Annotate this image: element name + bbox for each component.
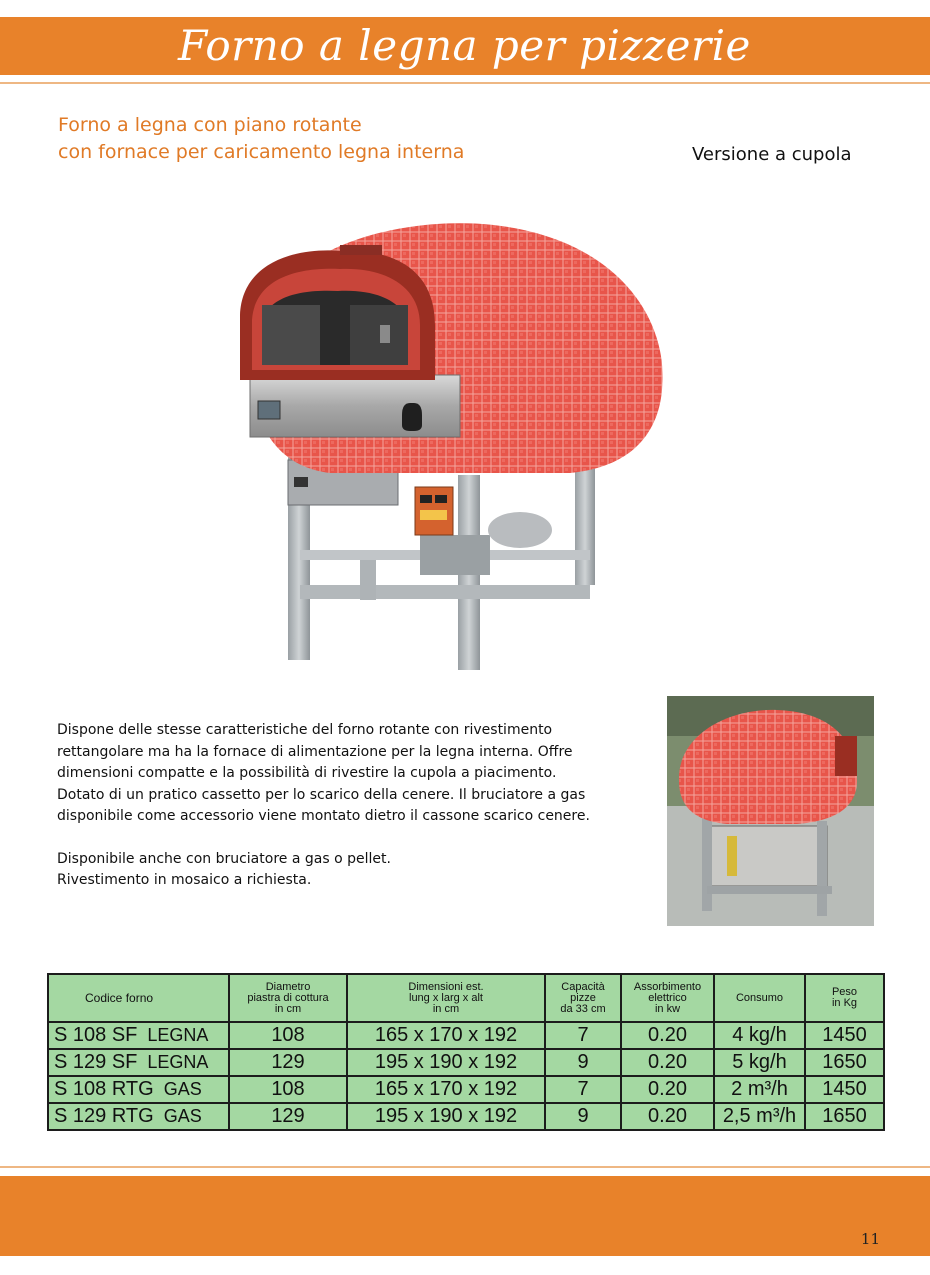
cell-code: S 108 SF LEGNA (48, 1022, 229, 1049)
subtitle-line-1: Forno a legna con piano rotante (58, 114, 362, 136)
cell-power: 0.20 (621, 1103, 714, 1130)
oven-side-photo (667, 696, 874, 926)
cell-dimensions: 195 x 190 x 192 (347, 1049, 545, 1076)
cell-power: 0.20 (621, 1049, 714, 1076)
footer-divider (0, 1166, 930, 1168)
cell-capacity: 7 (545, 1076, 621, 1103)
cell-dimensions: 165 x 170 x 192 (347, 1022, 545, 1049)
footer-band (0, 1176, 930, 1256)
page-title: Forno a legna per pizzerie (178, 21, 751, 70)
cell-weight: 1450 (805, 1022, 884, 1049)
table-row (48, 1103, 884, 1130)
version-label: Versione a cupola (692, 144, 852, 165)
cell-diameter: 129 (229, 1103, 347, 1130)
cell-code: S 108 RTG GAS (48, 1076, 229, 1103)
header-power: Assorbimento elettrico in kw (621, 974, 714, 1022)
cell-consumption: 2,5 m³/h (714, 1103, 805, 1130)
cell-dimensions: 195 x 190 x 192 (347, 1103, 545, 1130)
header-divider (0, 82, 930, 84)
cell-power: 0.20 (621, 1076, 714, 1103)
subtitle-line-2: con fornace per caricamento legna interna (58, 141, 465, 163)
cell-code: S 129 SF LEGNA (48, 1049, 229, 1076)
header-capacity: Capacità pizze da 33 cm (545, 974, 621, 1022)
footer-margin (0, 1256, 930, 1275)
product-description (57, 720, 602, 892)
cell-dimensions: 165 x 170 x 192 (347, 1076, 545, 1103)
cell-weight: 1650 (805, 1103, 884, 1130)
header-weight: Peso in Kg (805, 974, 884, 1022)
product-subtitle (58, 112, 578, 166)
description-note-2: Rivestimento in mosaico a richiesta. (57, 872, 312, 888)
cell-power: 0.20 (621, 1022, 714, 1049)
cell-consumption: 4 kg/h (714, 1022, 805, 1049)
header-consumption: Consumo (714, 974, 805, 1022)
header-dimensions: Dimensioni est. lung x larg x alt in cm (347, 974, 545, 1022)
cell-weight: 1450 (805, 1076, 884, 1103)
description-note-1: Disponibile anche con bruciatore a gas o pellet. (57, 850, 391, 867)
cell-consumption: 2 m³/h (714, 1076, 805, 1103)
header-code: Codice forno (48, 974, 229, 1022)
cell-code: S 129 RTG GAS (48, 1103, 229, 1130)
cell-diameter: 108 (229, 1076, 347, 1103)
specs-table (47, 973, 885, 1131)
cell-consumption: 5 kg/h (714, 1049, 805, 1076)
cell-capacity: 9 (545, 1049, 621, 1076)
cell-diameter: 108 (229, 1022, 347, 1049)
cell-diameter: 129 (229, 1049, 347, 1076)
cell-capacity: 9 (545, 1103, 621, 1130)
oven-main-photo (230, 205, 670, 675)
table-row (48, 1076, 884, 1103)
cell-weight: 1650 (805, 1049, 884, 1076)
table-row (48, 1049, 884, 1076)
page-number: 11 (860, 1230, 880, 1248)
description-paragraph: Dispone delle stesse caratteristiche del forno rotante con rivestimento rettangolare ma ha la fornace di alimentazione per la legna interna. Offre dimensioni compatte e la possibilità di rivestire la cupola a piacimento. Dotato di un pratico cassetto per lo scarico della cenere. Il bruciatore a gas disponibile come accessorio viene montato dietro il cassone scarico cenere. (57, 722, 590, 824)
table-row (48, 1022, 884, 1049)
table-header-row (48, 974, 884, 1022)
header-diameter: Diametro piastra di cottura in cm (229, 974, 347, 1022)
cell-capacity: 7 (545, 1022, 621, 1049)
